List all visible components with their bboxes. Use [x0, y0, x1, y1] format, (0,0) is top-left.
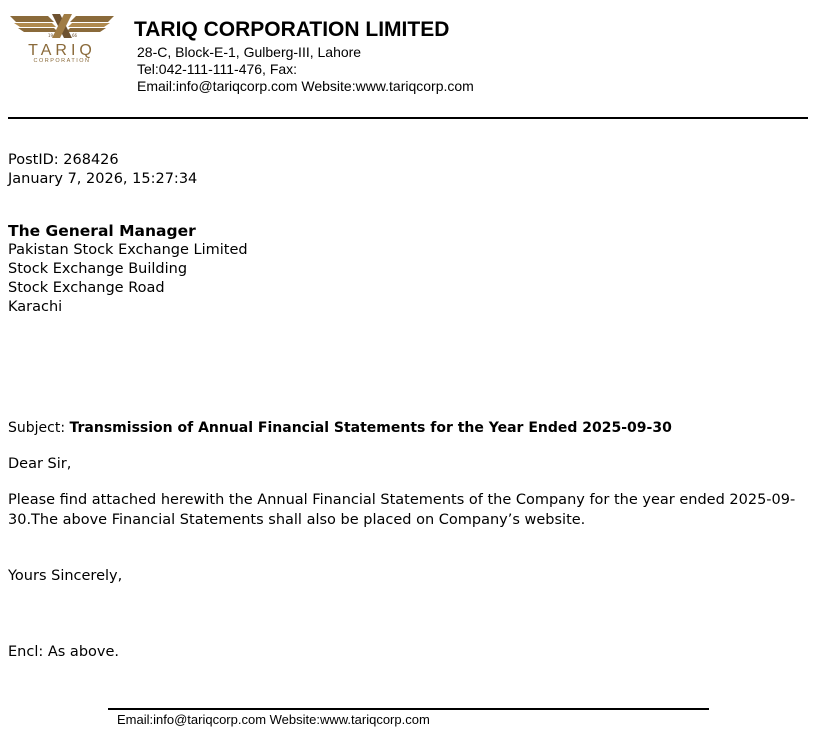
post-id: PostID: 268426: [8, 152, 119, 168]
enclosure: Encl: As above.: [8, 644, 120, 660]
header-divider: [8, 117, 808, 119]
salutation: Dear Sir,: [8, 456, 72, 472]
company-address: 28-C, Block-E-1, Gulberg-III, Lahore: [137, 44, 362, 60]
footer-divider: [108, 708, 709, 710]
logo-small-left: 19: [48, 33, 54, 38]
footer-contact: Email:info@tariqcorp.com Website:www.tariqcorp.com: [117, 712, 430, 727]
company-phone: Tel:042-111-111-476, Fax:: [137, 61, 298, 77]
recipient-line: Karachi: [8, 299, 63, 315]
company-name: TARIQ CORPORATION LIMITED: [134, 18, 450, 41]
recipient-line: Stock Exchange Building: [8, 261, 188, 277]
recipient-title: The General Manager: [8, 222, 196, 240]
recipient-line: Stock Exchange Road: [8, 280, 165, 296]
post-datetime: January 7, 2026, 15:27:34: [8, 171, 198, 187]
company-contact: Email:info@tariqcorp.com Website:www.tariqcorp.com: [137, 78, 474, 94]
subject-label: Subject:: [8, 420, 70, 436]
logo-small-right: 66: [72, 33, 78, 38]
recipient-line: Pakistan Stock Exchange Limited: [8, 242, 248, 258]
logo-emblem-icon: [8, 12, 116, 66]
subject-text: Transmission of Annual Financial Statements for the Year Ended 2025-09-30: [69, 420, 672, 436]
closing: Yours Sincerely,: [8, 568, 123, 584]
logo-wordmark: TARIQ: [28, 42, 96, 59]
subject-line: [8, 419, 672, 438]
company-logo: [8, 12, 116, 66]
logo-subtext: CORPORATION: [33, 58, 91, 64]
letter-body: Please find attached herewith the Annual Financial Statements of the Company for the year ended 2025-09-30.The above Financial Statements shall also be placed on Company’s website.: [8, 492, 796, 528]
